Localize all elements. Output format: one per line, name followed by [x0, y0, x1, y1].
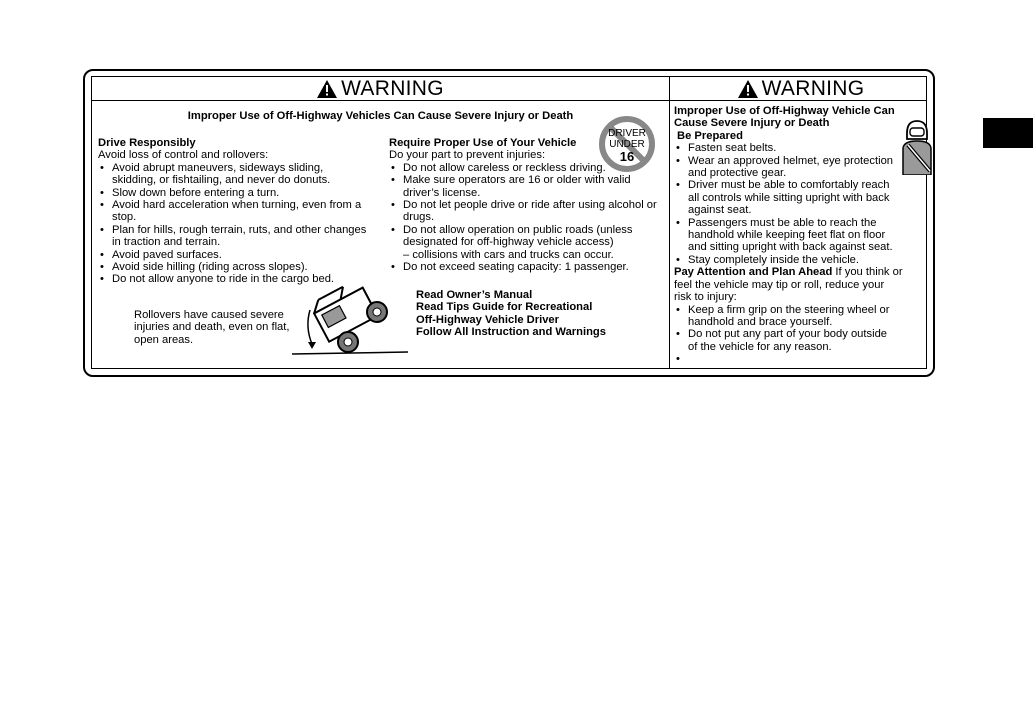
list-item: • Do not let people drive or ride after using alcohol or	[389, 199, 667, 211]
list-item-cont: skidding, or fishtailing, and never do donuts.	[112, 174, 331, 187]
no-driver-under-16-icon	[598, 115, 656, 173]
proper-use-title: Require Proper Use of Your Vehicle	[389, 137, 577, 149]
list-item-cont: and sitting upright with back against seat.	[688, 241, 893, 254]
list-item-cont: driver’s license.	[403, 186, 481, 199]
list-item: • Avoid abrupt maneuvers, sideways sliding,	[98, 162, 383, 174]
rollover-line: open areas.	[134, 333, 194, 346]
read-line: Read Tips Guide for Recreational	[416, 301, 593, 314]
attention-list	[674, 304, 930, 366]
list-item-cont: in traction and terrain.	[112, 236, 221, 249]
prepared-list	[674, 142, 930, 266]
rollover-caption	[134, 309, 304, 346]
attention-title: Pay Attention and Plan Ahead	[674, 266, 833, 279]
attention-text: feel the vehicle may tip or roll, reduce your	[674, 278, 885, 291]
list-item: • Driver must be able to comfortably reach	[674, 179, 930, 191]
list-item: • Fasten seat belts.	[674, 142, 930, 154]
list-item: • Stay completely inside the vehicle.	[674, 254, 930, 266]
list-item-cont: handhold while keeping feet flat on floor	[688, 229, 886, 242]
right-subtitle: Improper Use of Off-Highway Vehicle Can	[674, 105, 895, 117]
sign-line: DRIVER	[608, 128, 646, 139]
warning-triangle-icon	[317, 80, 337, 98]
list-item: • Do not put any part of your body outside	[674, 328, 930, 340]
left-subtitle: Improper Use of Off-Highway Vehicles Can Cause Severe Injury or Death	[187, 110, 574, 122]
page-edge-tab	[983, 118, 1033, 148]
drive-responsibly-section	[98, 137, 383, 286]
read-line: Off-Highway Vehicle Driver	[416, 313, 559, 326]
right-subtitle: Cause Severe Injury or Death	[674, 117, 830, 130]
attention-text: If you think or	[832, 266, 903, 279]
list-item-cont: all controls while sitting upright with back	[688, 191, 890, 204]
list-item: • Do not allow anyone to ride in the cargo bed.	[98, 273, 383, 285]
list-item-cont: designated for off-highway vehicle access)	[403, 236, 614, 249]
list-item: • Plan for hills, rough terrain, ruts, and other changes	[98, 224, 383, 236]
attention-text: risk to injury:	[674, 291, 737, 304]
left-warning-title: WARNING	[341, 76, 444, 100]
warning-label	[83, 69, 935, 377]
list-item: • Do not exceed seating capacity: 1 passenger.	[389, 261, 667, 273]
panel-divider	[669, 77, 670, 368]
rollover-illustration	[290, 282, 410, 357]
list-item: • Passengers must be able to reach the	[674, 217, 930, 229]
list-item-cont: stop.	[112, 211, 137, 224]
warning-triangle-icon	[738, 80, 758, 98]
list-item: • Do not allow operation on public roads (unless	[389, 224, 667, 236]
list-item: • Keep a firm grip on the steering wheel or	[674, 304, 930, 316]
read-line: Read Owner’s Manual	[416, 289, 533, 301]
read-manual-block	[416, 289, 666, 339]
rollover-line: Rollovers have caused severe	[134, 309, 284, 321]
list-item: • Slow down before entering a turn.	[98, 187, 383, 199]
drive-title: Drive Responsibly	[98, 137, 196, 149]
list-item-cont: – collisions with cars and trucks can occur.	[403, 248, 614, 261]
proper-use-intro: Do your part to prevent injuries:	[389, 149, 546, 162]
list-item-cont: of the vehicle for any reason.	[688, 340, 832, 353]
left-warning-header	[92, 77, 669, 100]
sign-line: UNDER	[609, 139, 645, 150]
list-item: • Make sure operators are 16 or older with valid	[389, 174, 667, 186]
list-item	[674, 353, 930, 365]
right-panel-content	[674, 105, 930, 366]
rollover-line: injuries and death, even on flat,	[134, 321, 290, 334]
warning-label-inner	[91, 76, 927, 369]
proper-use-list	[389, 162, 667, 274]
drive-list	[98, 162, 383, 286]
attention-paragraph	[674, 266, 930, 278]
list-item: • Avoid hard acceleration when turning, even from a	[98, 199, 383, 211]
seatbelt-helmet-icon	[900, 119, 934, 175]
drive-intro: Avoid loss of control and rollovers:	[98, 149, 269, 162]
list-item: • Avoid side hilling (riding across slopes).	[98, 261, 383, 273]
sign-line: 16	[619, 149, 635, 164]
list-item: • Wear an approved helmet, eye protection	[674, 155, 930, 167]
list-item-cont: handhold and brace yourself.	[688, 315, 833, 328]
prepared-title: Be Prepared	[677, 129, 743, 142]
list-item-cont: against seat.	[688, 204, 752, 217]
right-warning-header	[670, 77, 932, 100]
list-item-cont: and protective gear.	[688, 167, 787, 180]
list-item: • Do not allow careless or reckless driving.	[389, 162, 667, 174]
right-warning-title: WARNING	[761, 76, 865, 100]
list-item-cont: drugs.	[403, 211, 435, 224]
list-item: • Avoid paved surfaces.	[98, 249, 383, 261]
read-line: Follow All Instruction and Warnings	[416, 326, 606, 339]
